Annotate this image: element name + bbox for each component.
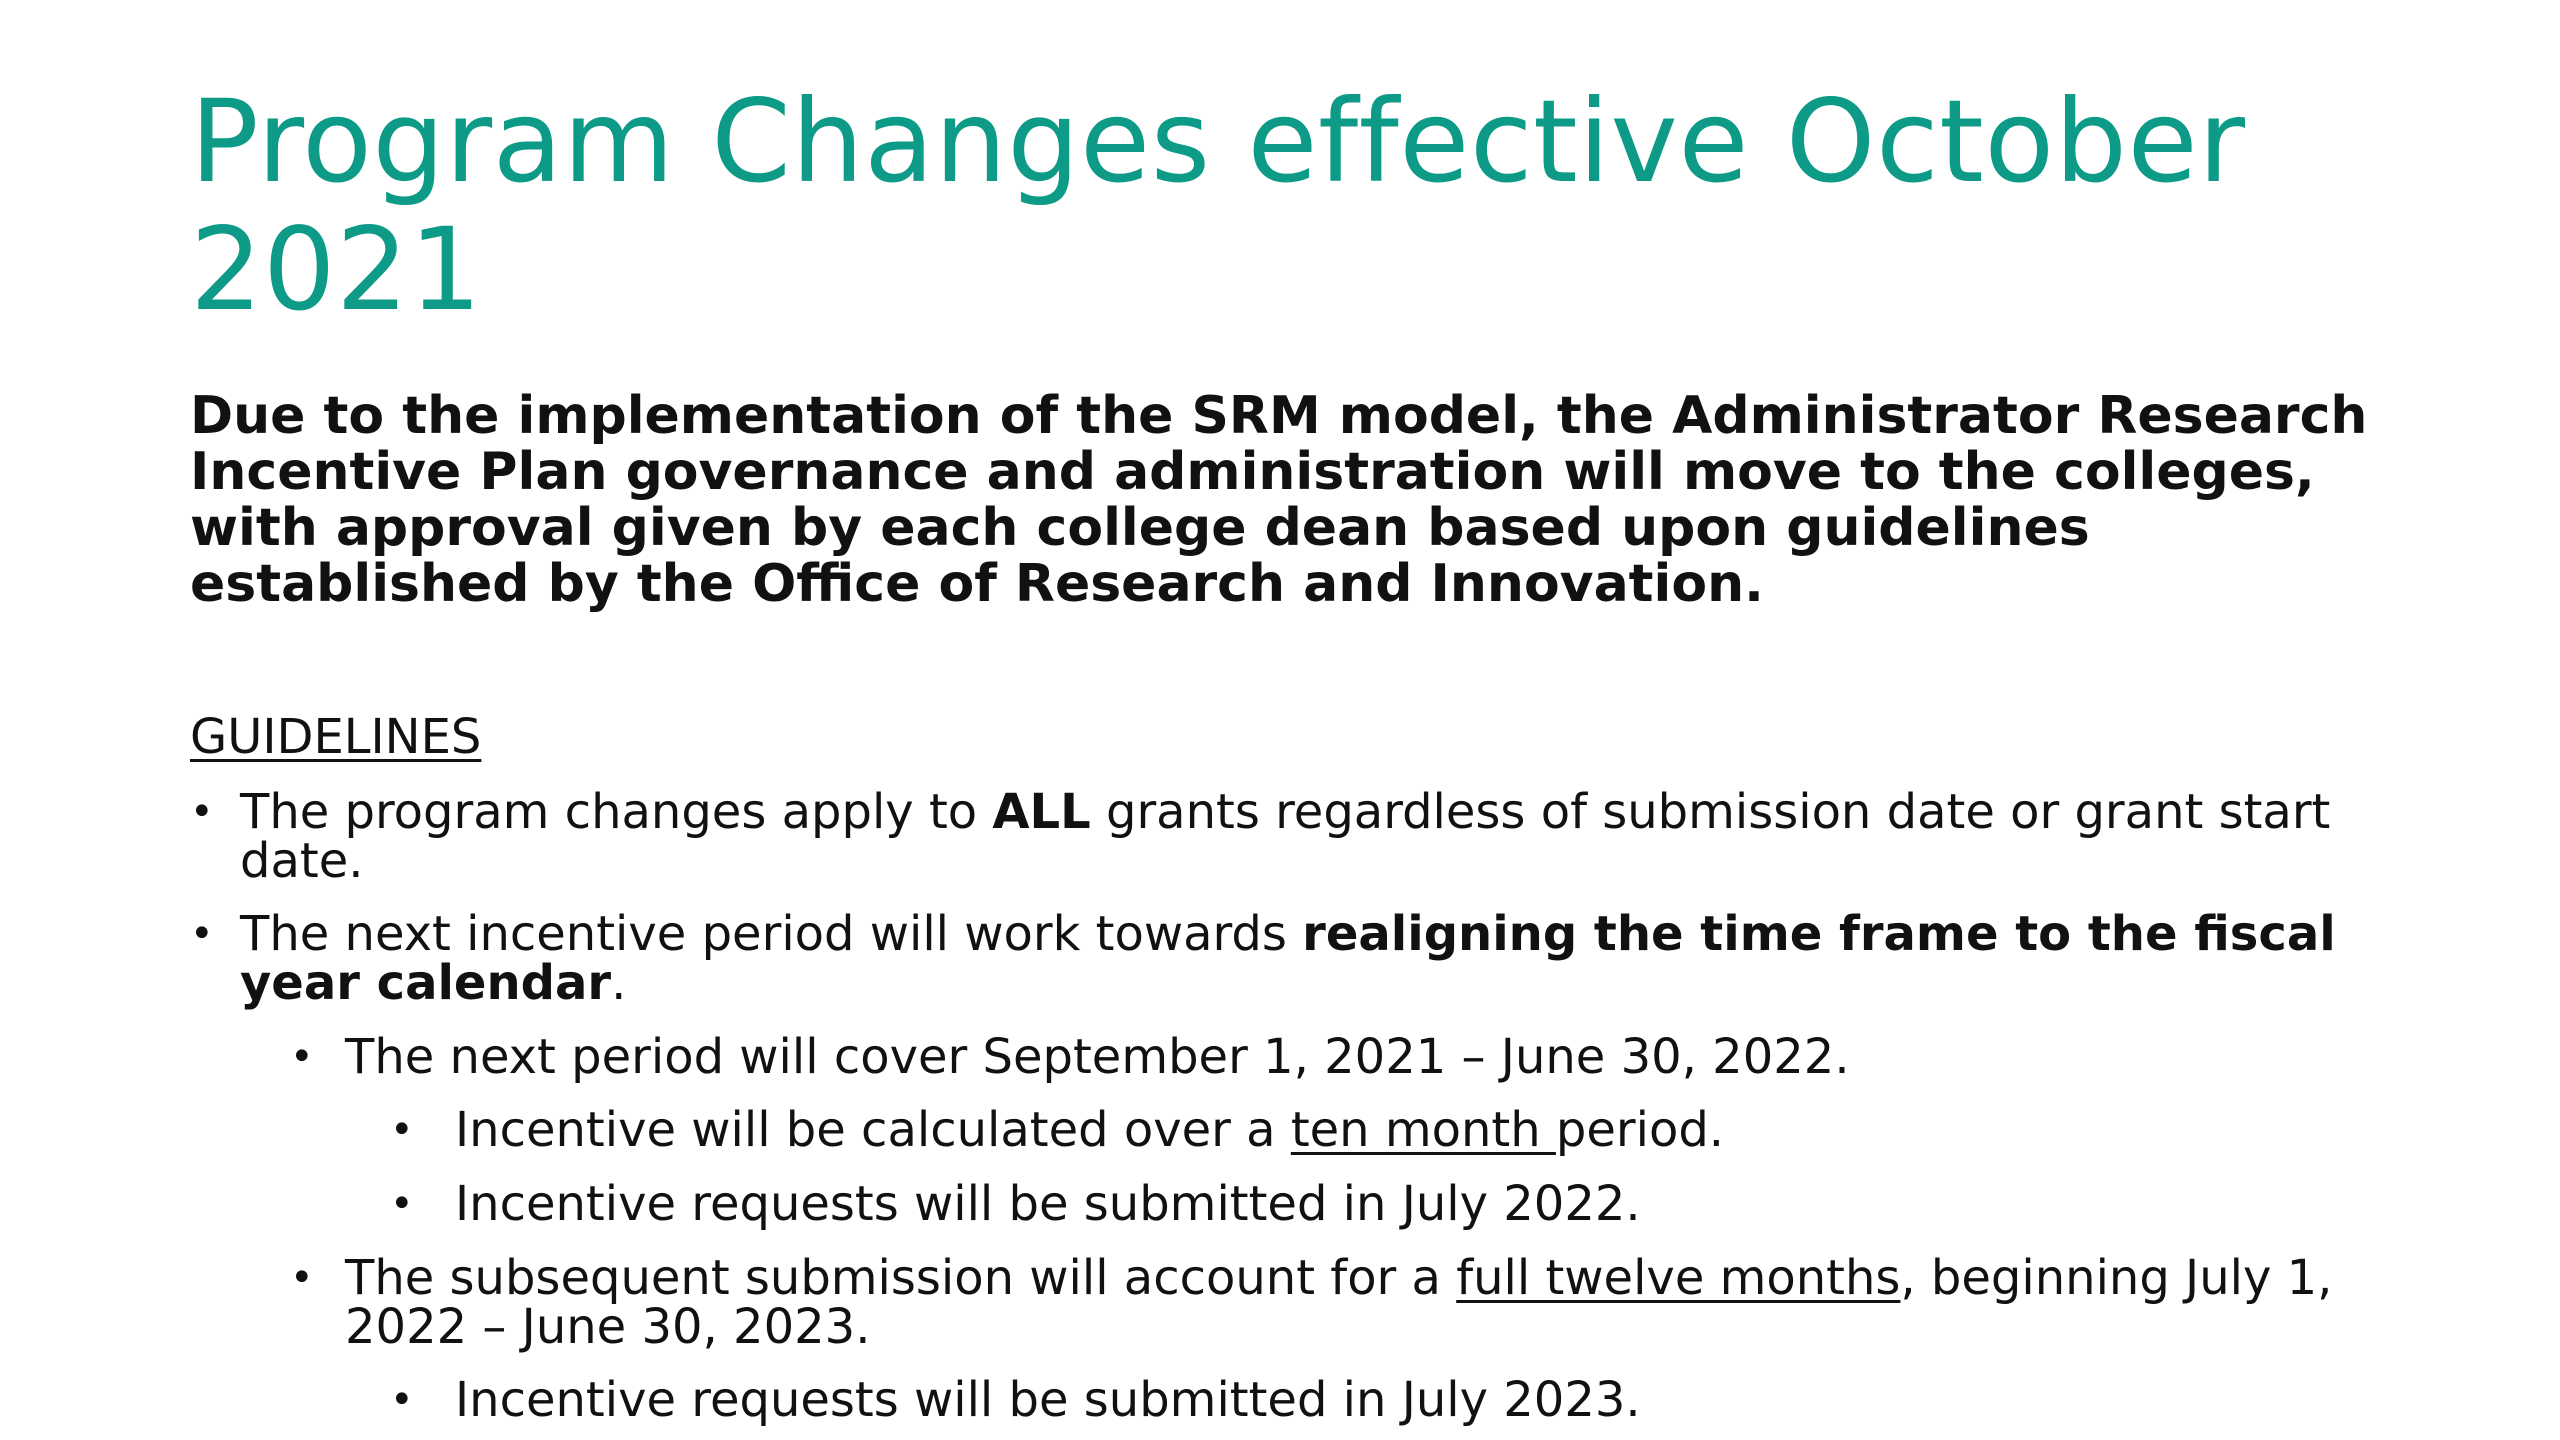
underlined-text: full twelve months <box>1456 1250 1901 1306</box>
bullet-icon: • <box>190 911 214 957</box>
bullet-icon: • <box>290 1255 314 1301</box>
list-item <box>290 1029 2420 1085</box>
list-item-text <box>345 1250 2420 1355</box>
bullet-icon: • <box>390 1181 414 1227</box>
bold-text: ALL <box>992 784 1091 840</box>
list-item-text <box>240 784 2420 889</box>
list-item-text: The next period will cover September 1, 2021 – June 30, 2022. <box>345 1029 1850 1085</box>
bold-text: realigning the time frame to the fiscal year calendar <box>240 906 2336 1011</box>
list-item <box>390 1102 2420 1158</box>
underlined-text: ten month <box>1290 1102 1556 1158</box>
list-item <box>390 1176 2420 1232</box>
bullet-icon: • <box>390 1107 414 1153</box>
list-item <box>190 906 2420 1011</box>
text-run: The subsequent submission will account for a <box>345 1250 1457 1306</box>
text-run: period. <box>1555 1102 1725 1158</box>
list-item-text: Incentive requests will be submitted in July 2023. <box>455 1372 1641 1428</box>
text-run: , beginning July 1, 2022 – June 30, 2023. <box>345 1250 2333 1355</box>
text-run: Incentive will be calculated over a <box>455 1102 1291 1158</box>
list-item <box>390 1372 2420 1428</box>
guidelines-heading: GUIDELINES <box>190 709 482 765</box>
bullet-icon: • <box>390 1377 414 1423</box>
list-item-text <box>455 1102 2420 1158</box>
bullet-icon: • <box>290 1034 314 1080</box>
text-run: The program changes apply to <box>240 784 993 840</box>
bullet-icon: • <box>190 789 214 835</box>
list-item-text <box>240 906 2420 1011</box>
slide-title: Program Changes effective October 2021 <box>190 75 2246 336</box>
text-run: The next incentive period will work towards <box>240 906 1303 962</box>
text-run: grants regardless of submission date or grant start date. <box>240 784 2331 889</box>
text-run: . <box>611 955 627 1011</box>
list-item <box>290 1250 2420 1355</box>
list-item-text: Incentive requests will be submitted in July 2022. <box>455 1176 1641 1232</box>
list-item <box>190 784 2420 889</box>
intro-paragraph: Due to the implementation of the SRM model, the Administrator Research Incentive Plan governance and administration will move to the colleges, with approval given by each college dean based upon guidelines established by the Office of Research and Innovation. <box>190 386 2368 614</box>
